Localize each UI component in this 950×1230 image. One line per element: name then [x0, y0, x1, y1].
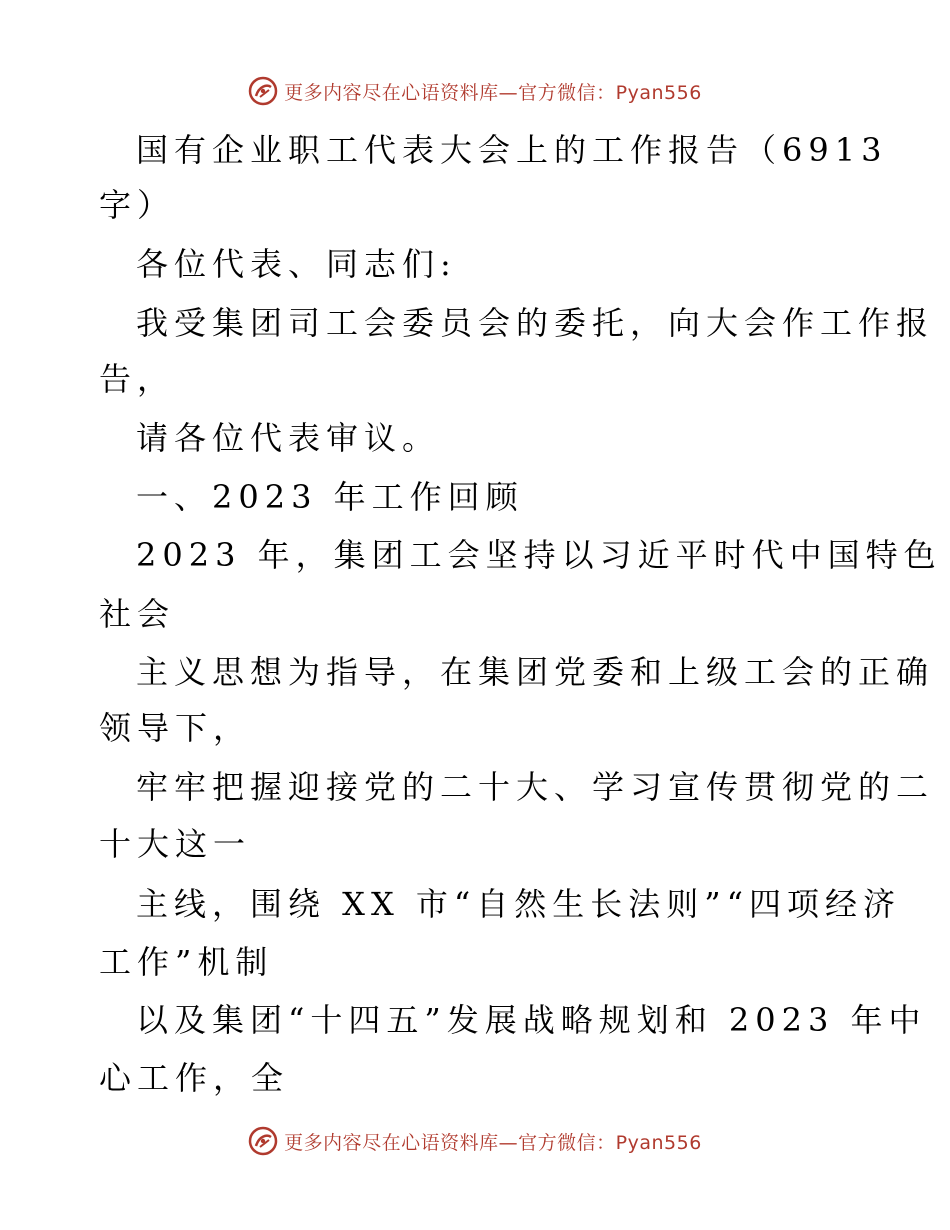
text-line: 领导下，: [99, 709, 252, 747]
text-line: 国有企业职工代表大会上的工作报告（6913: [136, 131, 888, 169]
text-line: 十大这一: [99, 825, 252, 863]
text-line: 各位代表、同志们:: [136, 245, 457, 283]
header-banner: [0, 74, 950, 108]
header-banner-text: 更多内容尽在心语资料库—官方微信：Pyan556: [284, 81, 702, 104]
text-line: 告，: [99, 360, 176, 398]
seal-logo-icon: [248, 76, 278, 106]
text-line: 主线，围绕 XX 市“自然生长法则”“四项经济: [136, 885, 901, 923]
seal-logo-icon: [248, 1126, 278, 1156]
text-line: 字）: [99, 186, 176, 224]
text-line: 工作”机制: [99, 943, 274, 981]
footer-banner: [0, 1124, 950, 1158]
text-line: 一、2023 年工作回顾: [136, 478, 524, 516]
text-line: 我受集团司工会委员会的委托，向大会作工作报: [136, 304, 935, 342]
footer-banner-text: 更多内容尽在心语资料库—官方微信：Pyan556: [284, 1131, 702, 1154]
text-line: 请各位代表审议。: [136, 419, 441, 457]
text-line: 以及集团“十四五”发展战略规划和 2023 年中: [136, 1001, 927, 1039]
text-line: 主义思想为指导，在集团党委和上级工会的正确: [136, 653, 935, 691]
text-line: 牢牢把握迎接党的二十大、学习宣传贯彻党的二: [136, 768, 935, 806]
text-line: 社会: [99, 595, 176, 633]
text-line: 2023 年，集团工会坚持以习近平时代中国特色: [136, 536, 942, 574]
text-line: 心工作，全: [99, 1059, 290, 1097]
